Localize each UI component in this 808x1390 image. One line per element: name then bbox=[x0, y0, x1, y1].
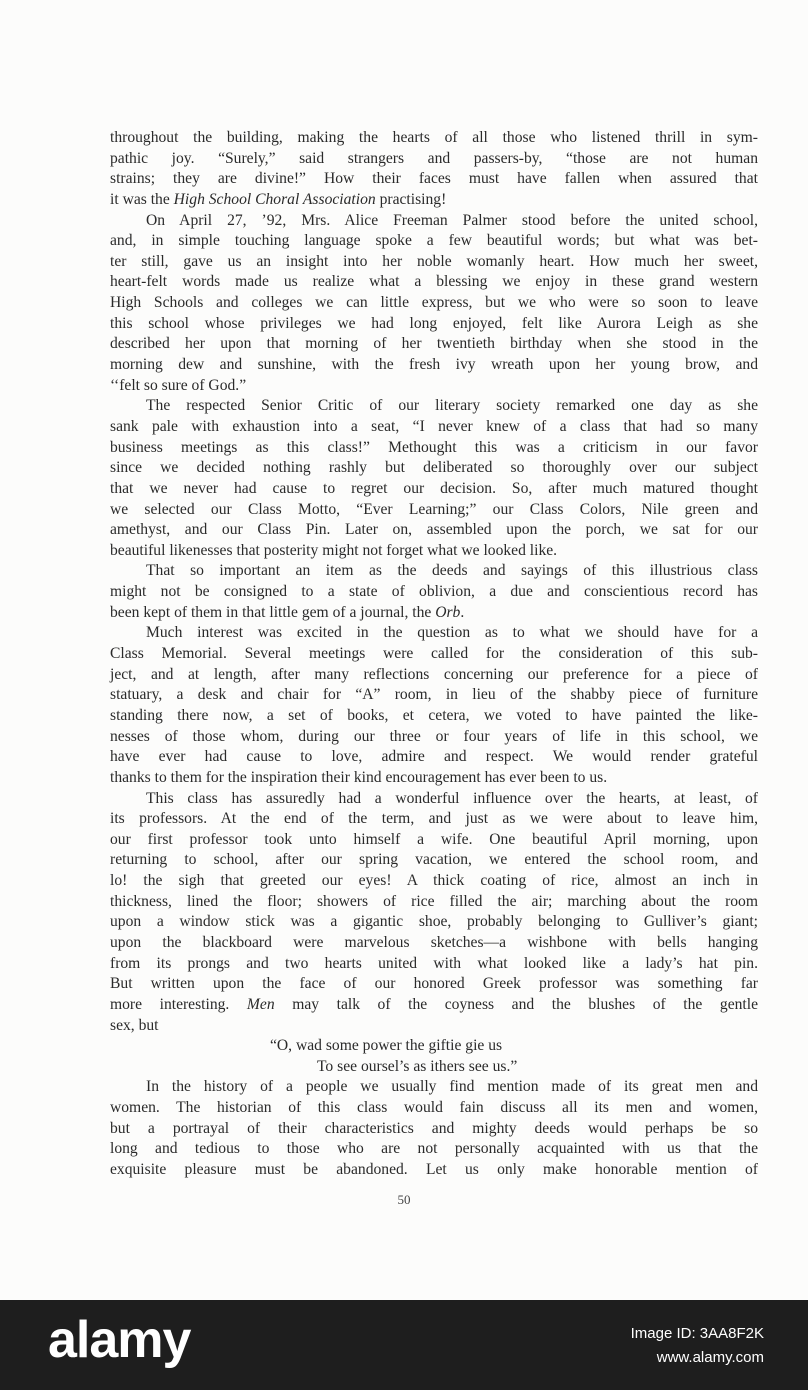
text-line: High Schools and colleges we can little express, but we who were so soon to leave bbox=[110, 294, 758, 312]
italic-text: High School Choral Association bbox=[173, 190, 376, 208]
text-line: our first professor took unto himself a wife. One beautiful April morning, upon bbox=[110, 830, 758, 848]
text-segment: may talk of the coyness and the blushes of the gentle bbox=[274, 995, 759, 1013]
text-line: thanks to them for the inspiration their kind encouragement has ever been to us. bbox=[110, 768, 608, 786]
text-line: that we never had cause to regret our decision. So, after much matured thought bbox=[110, 479, 758, 497]
text-line: strains; they are divine!” How their faces must have fallen when assured that bbox=[110, 170, 758, 188]
text-line: might not be consigned to a state of oblivion, a due and conscientious record has bbox=[110, 583, 758, 601]
text-line: pathic joy. “Surely,” said strangers and passers-by, “those are not human bbox=[110, 149, 758, 167]
text-line: standing there now, a set of books, et cetera, we voted to have painted the like- bbox=[110, 706, 758, 724]
italic-text: Orb bbox=[435, 603, 461, 621]
text-line: ter still, gave us an insight into her noble womanly heart. How much her sweet, bbox=[110, 252, 758, 270]
text-line: and, in simple touching language spoke a few beautiful words; but what was bet- bbox=[110, 232, 758, 250]
text-segment: been kept of them in that little gem of a journal, the bbox=[110, 603, 436, 621]
text-line: we selected our Class Motto, “Ever Learning;” our Class Colors, Nile green and bbox=[110, 500, 758, 518]
page-number: 50 bbox=[397, 1192, 411, 1207]
alamy-logo: alamy bbox=[48, 1311, 191, 1369]
text-line: long and tedious to those who are not personally acquainted with us that the bbox=[110, 1140, 758, 1158]
body-text bbox=[110, 128, 758, 1181]
text-line: this school whose privileges we had long enjoyed, felt like Aurora Leigh as she bbox=[110, 314, 758, 332]
watermark-band bbox=[0, 1300, 808, 1390]
text-line: described her upon that morning of her twentieth birthday when she stood in the bbox=[110, 335, 758, 353]
verse-line: “O, wad some power the giftie gie us bbox=[270, 1037, 503, 1055]
text-line: sex, but bbox=[110, 1016, 159, 1034]
text-line: ‘‘felt so sure of God.” bbox=[110, 376, 247, 394]
text-line: since we decided nothing rashly but deliberated so thoroughly over our subject bbox=[110, 459, 758, 477]
text-segment: practising! bbox=[375, 190, 447, 208]
text-line: nesses of those whom, during our three or four years of life in this school, we bbox=[110, 727, 758, 745]
text-line: Much interest was excited in the question as to what we should have for a bbox=[146, 624, 758, 642]
text-line: throughout the building, making the hearts of all those who listened thrill in sym- bbox=[110, 129, 758, 146]
text-line: business meetings as this class!” Methought this was a criticism in our favor bbox=[110, 438, 758, 456]
text-line bbox=[110, 190, 758, 211]
text-line bbox=[110, 995, 758, 1016]
text-line: This class has assuredly had a wonderful influence over the hearts, at least, of bbox=[146, 789, 758, 807]
text-line: returning to school, after our spring vacation, we entered the school room, and bbox=[110, 851, 758, 869]
text-line: thickness, lined the floor; showers of rice filled the air; marching about the room bbox=[110, 892, 758, 910]
image-id: Image ID: 3AA8F2K bbox=[630, 1325, 764, 1342]
text-line: upon a window stick was a gigantic shoe, probably belonging to Gulliver’s giant; bbox=[110, 913, 758, 931]
text-line: ject, and at length, after many reflections concerning our preference for a piece of bbox=[110, 665, 758, 683]
text-line: In the history of a people we usually find mention made of its great men and bbox=[146, 1078, 758, 1096]
verse-line: To see oursel’s as ithers see us.” bbox=[317, 1057, 518, 1075]
text-line: sank pale with exhaustion into a seat, “I never knew of a class that had so many bbox=[110, 417, 758, 435]
text-line: That so important an item as the deeds and sayings of this illustrious class bbox=[146, 562, 758, 580]
italic-text: Men bbox=[246, 995, 275, 1013]
text-line: heart-felt words made us realize what a blessing we enjoy in these grand western bbox=[110, 273, 758, 291]
text-segment: it was the bbox=[110, 190, 174, 208]
text-line: statuary, a desk and chair for “A” room, in lieu of the shabby piece of furniture bbox=[110, 686, 758, 704]
text-line bbox=[110, 603, 758, 624]
text-line: Class Memorial. Several meetings were called for the consideration of this sub- bbox=[110, 645, 758, 663]
text-segment: more interesting. bbox=[110, 995, 247, 1013]
text-line: exquisite pleasure must be abandoned. Let us only make honorable mention of bbox=[110, 1161, 758, 1179]
text-line: beautiful likenesses that posterity might not forget what we looked like. bbox=[110, 541, 558, 559]
text-line: amethyst, and our Class Pin. Later on, assembled upon the porch, we sat for our bbox=[110, 521, 758, 539]
text-line: The respected Senior Critic of our literary society remarked one day as she bbox=[146, 397, 758, 415]
text-segment: . bbox=[460, 603, 465, 621]
text-line: morning dew and sunshine, with the fresh ivy wreath upon her young brow, and bbox=[110, 356, 758, 374]
text-line: have ever had cause to love, admire and respect. We would render grateful bbox=[110, 748, 758, 766]
text-line: But written upon the face of our honored Greek professor was something far bbox=[110, 975, 758, 993]
text-line: from its prongs and two hearts united with what looked like a lady’s hat pin. bbox=[110, 954, 758, 972]
watermark-url: www.alamy.com bbox=[656, 1349, 764, 1366]
text-line: its professors. At the end of the term, and just as we were about to leave him, bbox=[110, 810, 758, 828]
text-line: lo! the sigh that greeted our eyes! A thick coating of rice, almost an inch in bbox=[110, 872, 758, 890]
text-line: upon the blackboard were marvelous sketches—a wishbone with bells hanging bbox=[110, 933, 758, 951]
watermark-info bbox=[631, 1322, 764, 1370]
text-line: but a portrayal of their characteristics and mighty deeds would perhaps be so bbox=[110, 1119, 758, 1137]
text-line: women. The historian of this class would fain discuss all its men and women, bbox=[110, 1099, 758, 1117]
text-line: On April 27, ’92, Mrs. Alice Freeman Palmer stood before the united school, bbox=[146, 211, 758, 229]
